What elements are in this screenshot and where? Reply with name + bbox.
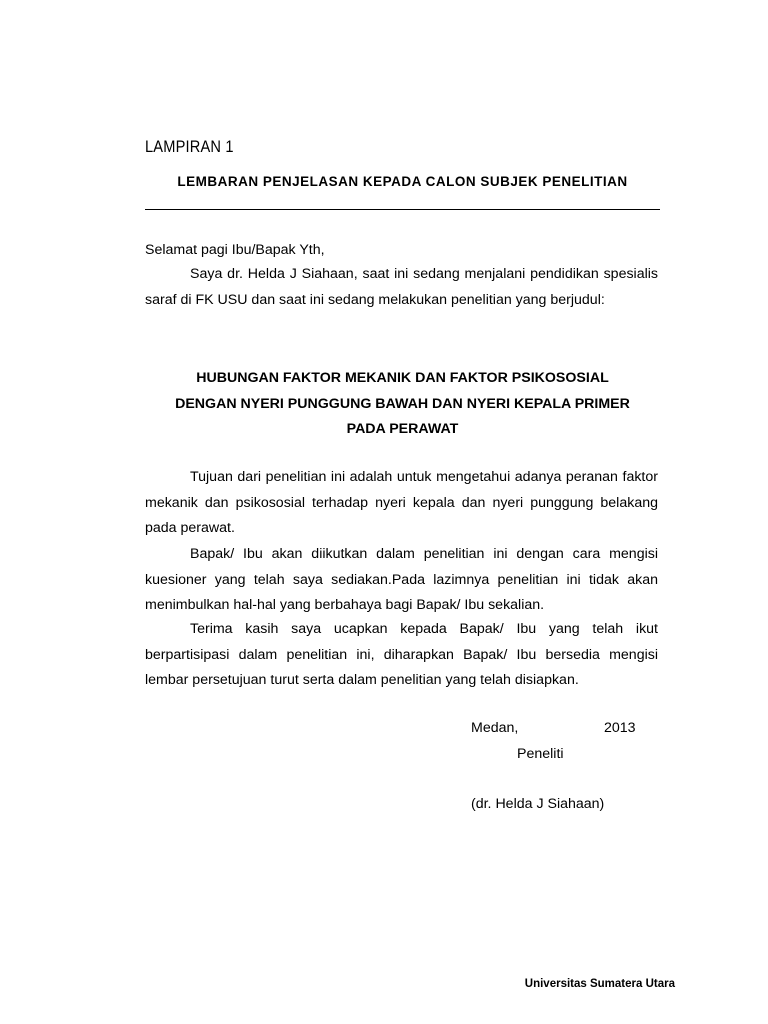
purpose-paragraph: Tujuan dari penelitian ini adalah untuk mengetahui adanya peranan faktor mekanik dan psikososial terhadap nyeri kepala dan nyeri punggung belakang pada perawat. [145,469,658,537]
study-title-line: DENGAN NYERI PUNGGUNG BAWAH DAN NYERI KEPALA PRIMER [175,395,630,412]
greeting: Selamat pagi Ibu/Bapak Yth, [145,242,325,258]
procedure-paragraph: Bapak/ Ibu akan diikutkan dalam penelitian ini dengan cara mengisi kuesioner yang telah saya sediakan.Pada lazimnya penelitian ini tidak akan menimbulkan hal-hal yang berbahaya bagi Bapak/ Ibu sekalian. [145,546,658,614]
study-title-line: HUBUNGAN FAKTOR MEKANIK DAN FAKTOR PSIKOSOSIAL [196,370,609,386]
appendix-label: LAMPIRAN 1 [145,137,234,156]
study-title-line: PADA PERAWAT [346,421,459,437]
heading-divider [145,209,660,210]
study-title [145,366,660,443]
thanks-paragraph: Terima kasih saya ucapkan kepada Bapak/ Ibu yang telah ikut berpartisipasi dalam penelitian ini, diharapkan Bapak/ Ibu bersedia mengisi lembar persetujuan turut serta dalam penelitian yang telah disiapkan. [145,621,658,689]
signature-name: (dr. Helda J Siahaan) [471,796,605,812]
intro-paragraph: Saya dr. Helda J Siahaan, saat ini sedang menjalani pendidikan spesialis saraf di FK USU dan saat ini sedang melakukan penelitian yang berjudul: [145,266,658,308]
signature-place: Medan, [471,720,519,736]
signature-role: Peneliti [517,746,564,762]
document-heading: LEMBARAN PENJELASAN KEPADA CALON SUBJEK PENELITIAN [177,174,628,189]
institution-footer: Universitas Sumatera Utara [524,978,675,990]
signature-year: 2013 [604,720,636,736]
